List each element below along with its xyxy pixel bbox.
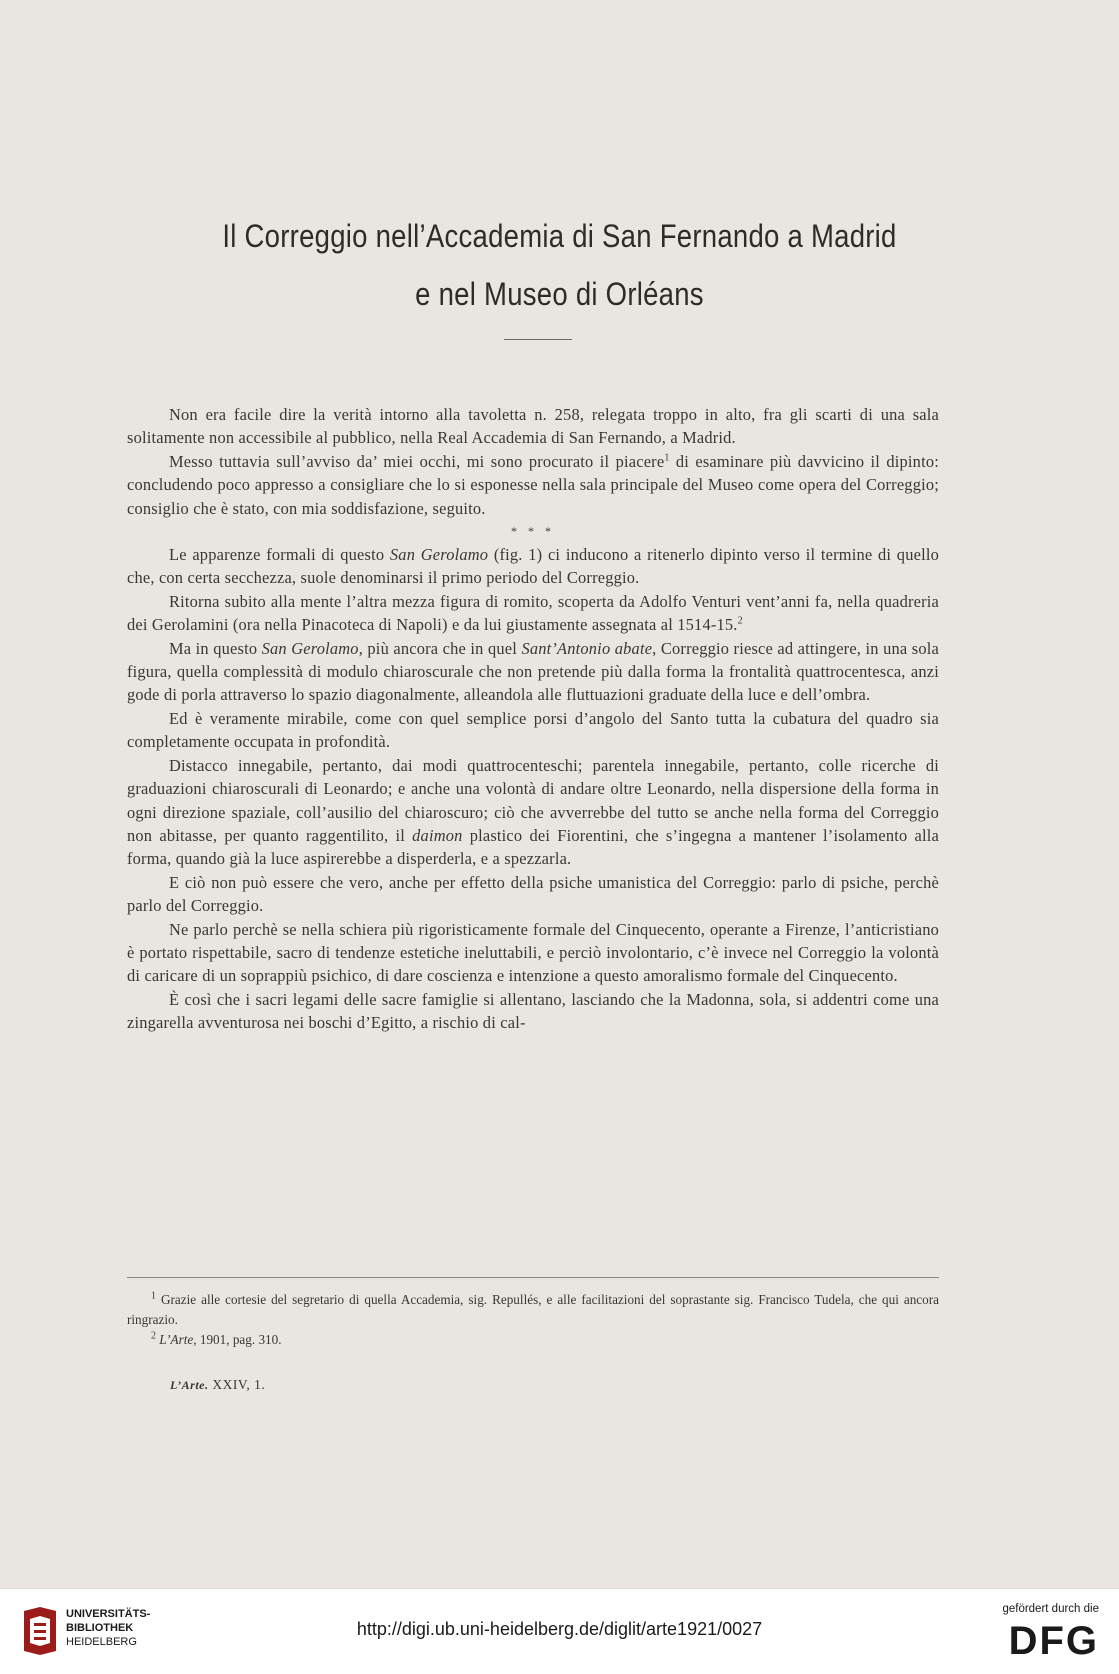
paragraph-7: Distacco innegabile, pertanto, dai modi quattrocenteschi; parentela innegabile, pertanto, colle ricerche di graduazioni chiaroscurali di Leonardo; e anche una volontà di andare oltre Leonardo, nella dispersione della forma in ogni direzione spaziale, coll’ausilio del chiaroscuro; ciò che avverrebbe del tutto se anche nella forma del Correggio non abitasse, per quanto raggentilito, il daimon plastico dei Fiorentini, che s’ingegna a mantener l’isolamento alla forma, quando già la luce aspirerebbe a disperderla, e a spezzarla.: [127, 755, 940, 869]
source-url-link[interactable]: http://digi.ub.uni-heidelberg.de/diglit/arte1921/0027: [356, 1619, 763, 1639]
footnote-2: $^2$ L’Arte, 1901, pag. 310.: [151, 1330, 282, 1347]
footnote-ref-2: 2: [737, 615, 743, 627]
article-body: [127, 403, 939, 1035]
article-title-line-2: e nel Museo di Orléans: [415, 276, 704, 312]
paragraph-6: Ed è veramente mirabile, come con quel semplice porsi d’angolo del Santo tutta la cubatura del quadro sia completamente occupata in profondità.: [127, 708, 939, 752]
paragraph-5: Ma in questo San Gerolamo, più ancora che in quel Sant’Antonio abate, Correggio riesce ad attingere, in una sola figura, quella complessità di modulo chiaroscurale che non pretende più dalla forma la frontalità quattrocentesca, anzi gode di porla attraverso lo spazio diagonalmente, alleandola alle fluttuazioni graduate della luce e dell’ombra.: [127, 638, 939, 705]
paragraph-10: È così che i sacri legami delle sacre famiglie si allentano, lasciando che la Madonna, sola, si addentri come una zingarella avventurosa nei boschi d’Egitto, a rischio di cal-: [127, 989, 939, 1033]
paragraph-2: Messo tuttavia sull’avviso da’ miei occhi, mi sono procurato il piacere$^1$ di esaminare più davvicino il dipinto: concludendo poco appresso a consigliare che lo si esponesse nella sala principale del Museo come opera del Correggio; consiglio che è stato, con mia soddisfazione, seguito.: [127, 451, 939, 518]
section-break: * * *: [511, 524, 555, 539]
article-title-line-1: Il Correggio nell’Accademia di San Fernando a Madrid: [222, 218, 897, 254]
university-library-name: UNIVERSITÄTS- BIBLIOTHEK HEIDELBERG: [66, 1608, 151, 1648]
journal-signature: L’Arte. XXIV, 1.: [170, 1377, 266, 1392]
footnotes: [127, 1290, 939, 1350]
paragraph-9: Ne parlo perchè se nella schiera più rigoristicamente formale del Cinquecento, operante a Firenze, l’anticristiano è portato rispettabile, sacro di tendenze estetiche ineluttabili, e perciò involontario, c’è invece nel Correggio la volontà di caricare di un soprappiù psichico, di dare coscienza e intenzione a questo amoralismo formale del Cinquecento.: [127, 919, 939, 986]
footnote-ref-1: 1: [664, 452, 670, 464]
footnote-divider: [127, 1277, 939, 1278]
dfg-logo: DFG: [1008, 1619, 1099, 1663]
paragraph-8: E ciò non può essere che vero, anche per effetto della psiche umanistica del Correggio: parlo di psiche, perchè parlo del Correggio.: [127, 872, 939, 916]
paragraph-3: Le apparenze formali di questo San Gerolamo (fig. 1) ci inducono a ritenerlo dipinto verso il termine di quello che, con certa secchezza, suole denominarsi il primo periodo del Correggio.: [127, 545, 939, 588]
footnote-1: $^1$ Grazie alle cortesie del segretario di quella Accademia, sig. Repullés, e alle facilitazioni del soprastante sig. Francisco Tudela, che qui ancora ringrazio.: [127, 1290, 939, 1327]
viewer-footer: [0, 1588, 1119, 1674]
title-divider: [504, 339, 572, 340]
paragraph-4: Ritorna subito alla mente l’altra mezza figura di romito, scoperta da Adolfo Venturi vent’anni fa, nella quadreria dei Gerolamini (ora nella Pinacoteca di Napoli) e da lui giustamente assegnata al 1514-15.$^2$: [127, 591, 939, 635]
paragraph-1: Non era facile dire la verità intorno alla tavoletta n. 258, relegata troppo in alto, fra gli scarti di una sala solitamente non accessibile al pubblico, nella Real Accademia di San Fernando, a Madrid.: [127, 405, 939, 448]
funding-label: gefördert durch die: [1002, 1603, 1099, 1615]
